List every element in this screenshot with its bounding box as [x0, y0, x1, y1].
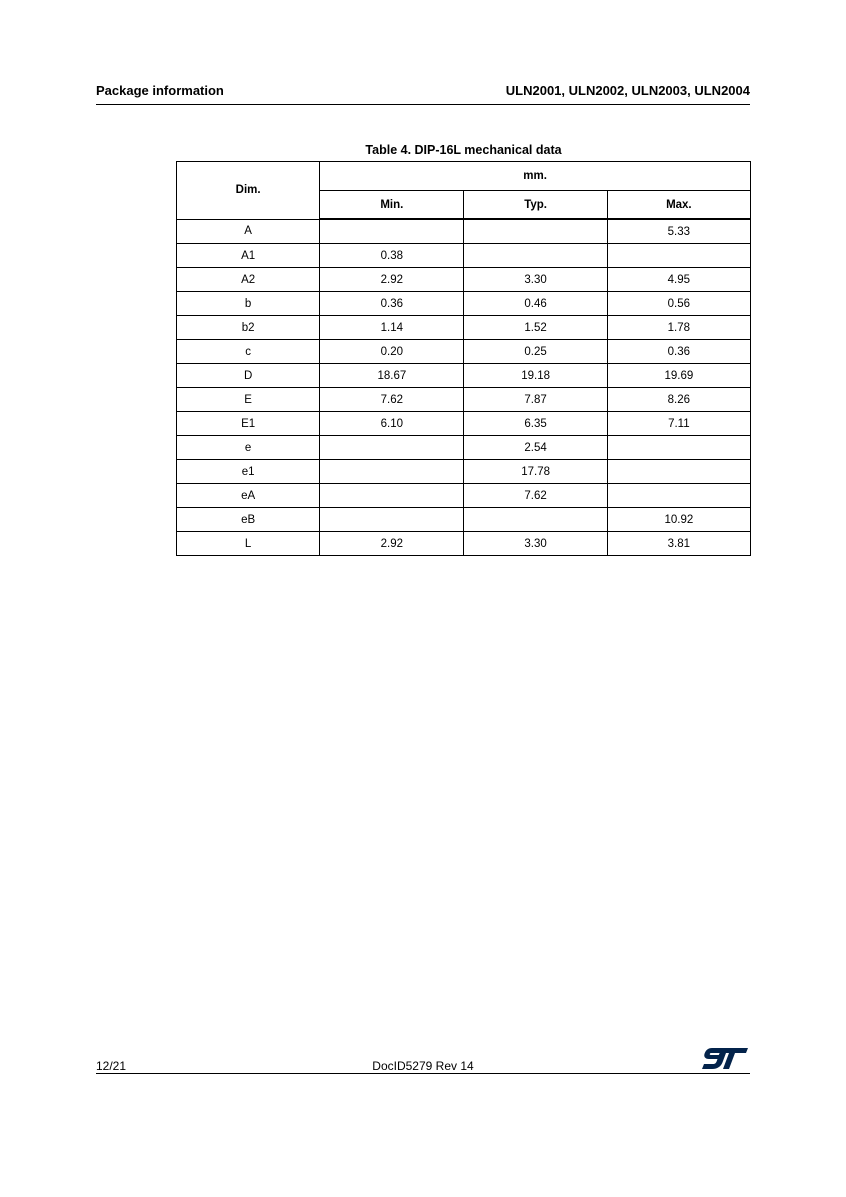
cell-max: 4.95 — [607, 268, 750, 292]
cell-max: 8.26 — [607, 388, 750, 412]
st-logo-icon — [702, 1047, 748, 1071]
cell-min — [320, 219, 464, 244]
header-product-list: ULN2001, ULN2002, ULN2003, ULN2004 — [505, 83, 750, 98]
cell-typ: 1.52 — [464, 316, 607, 340]
header-section-title: Package information — [96, 83, 224, 98]
cell-max: 1.78 — [607, 316, 750, 340]
cell-typ — [464, 244, 607, 268]
header-typ: Typ. — [464, 191, 607, 220]
cell-max — [607, 436, 750, 460]
cell-typ: 3.30 — [464, 268, 607, 292]
cell-dim: A — [177, 219, 320, 244]
cell-typ: 19.18 — [464, 364, 607, 388]
cell-typ: 2.54 — [464, 436, 607, 460]
table-row — [177, 508, 751, 532]
cell-dim: b — [177, 292, 320, 316]
table-row — [177, 244, 751, 268]
cell-max: 7.11 — [607, 412, 750, 436]
cell-dim: c — [177, 340, 320, 364]
cell-min: 0.38 — [320, 244, 464, 268]
table-row — [177, 412, 751, 436]
document-id: DocID5279 Rev 14 — [372, 1059, 474, 1073]
mechanical-data-table — [176, 161, 751, 556]
header-max: Max. — [607, 191, 750, 220]
table-row — [177, 364, 751, 388]
cell-typ: 0.25 — [464, 340, 607, 364]
cell-dim: eB — [177, 508, 320, 532]
cell-typ: 7.87 — [464, 388, 607, 412]
table-row — [177, 484, 751, 508]
table-row — [177, 219, 751, 244]
header-unit: mm. — [320, 162, 751, 191]
cell-dim: D — [177, 364, 320, 388]
cell-max — [607, 484, 750, 508]
cell-dim: L — [177, 532, 320, 556]
cell-max: 3.81 — [607, 532, 750, 556]
cell-min: 0.36 — [320, 292, 464, 316]
table-row — [177, 532, 751, 556]
cell-max: 19.69 — [607, 364, 750, 388]
cell-dim: eA — [177, 484, 320, 508]
page-number: 12/21 — [96, 1059, 127, 1073]
cell-min: 2.92 — [320, 532, 464, 556]
cell-typ — [464, 219, 607, 244]
cell-min: 2.92 — [320, 268, 464, 292]
cell-max: 0.56 — [607, 292, 750, 316]
table-row — [177, 268, 751, 292]
cell-typ: 3.30 — [464, 532, 607, 556]
cell-min: 1.14 — [320, 316, 464, 340]
cell-dim: b2 — [177, 316, 320, 340]
cell-typ: 7.62 — [464, 484, 607, 508]
cell-dim: E1 — [177, 412, 320, 436]
cell-dim: e — [177, 436, 320, 460]
cell-min — [320, 436, 464, 460]
cell-max — [607, 460, 750, 484]
header-divider — [96, 104, 750, 105]
cell-dim: E — [177, 388, 320, 412]
table-header-row — [177, 162, 751, 191]
table-row — [177, 340, 751, 364]
table-row — [177, 436, 751, 460]
footer-divider — [96, 1073, 750, 1074]
cell-min — [320, 508, 464, 532]
cell-min: 7.62 — [320, 388, 464, 412]
table-body — [177, 219, 751, 556]
cell-typ: 6.35 — [464, 412, 607, 436]
cell-min: 0.20 — [320, 340, 464, 364]
cell-dim: e1 — [177, 460, 320, 484]
cell-dim: A1 — [177, 244, 320, 268]
cell-min: 18.67 — [320, 364, 464, 388]
cell-dim: A2 — [177, 268, 320, 292]
cell-typ: 0.46 — [464, 292, 607, 316]
table-row — [177, 292, 751, 316]
cell-min — [320, 484, 464, 508]
table-row — [177, 460, 751, 484]
cell-max: 10.92 — [607, 508, 750, 532]
cell-min — [320, 460, 464, 484]
cell-max: 0.36 — [607, 340, 750, 364]
header-min: Min. — [320, 191, 464, 220]
cell-max: 5.33 — [607, 219, 750, 244]
cell-max — [607, 244, 750, 268]
cell-typ — [464, 508, 607, 532]
cell-min: 6.10 — [320, 412, 464, 436]
header-dim: Dim. — [177, 162, 320, 220]
table-row — [177, 388, 751, 412]
table-row — [177, 316, 751, 340]
table-caption: Table 4. DIP-16L mechanical data — [365, 143, 562, 157]
cell-typ: 17.78 — [464, 460, 607, 484]
